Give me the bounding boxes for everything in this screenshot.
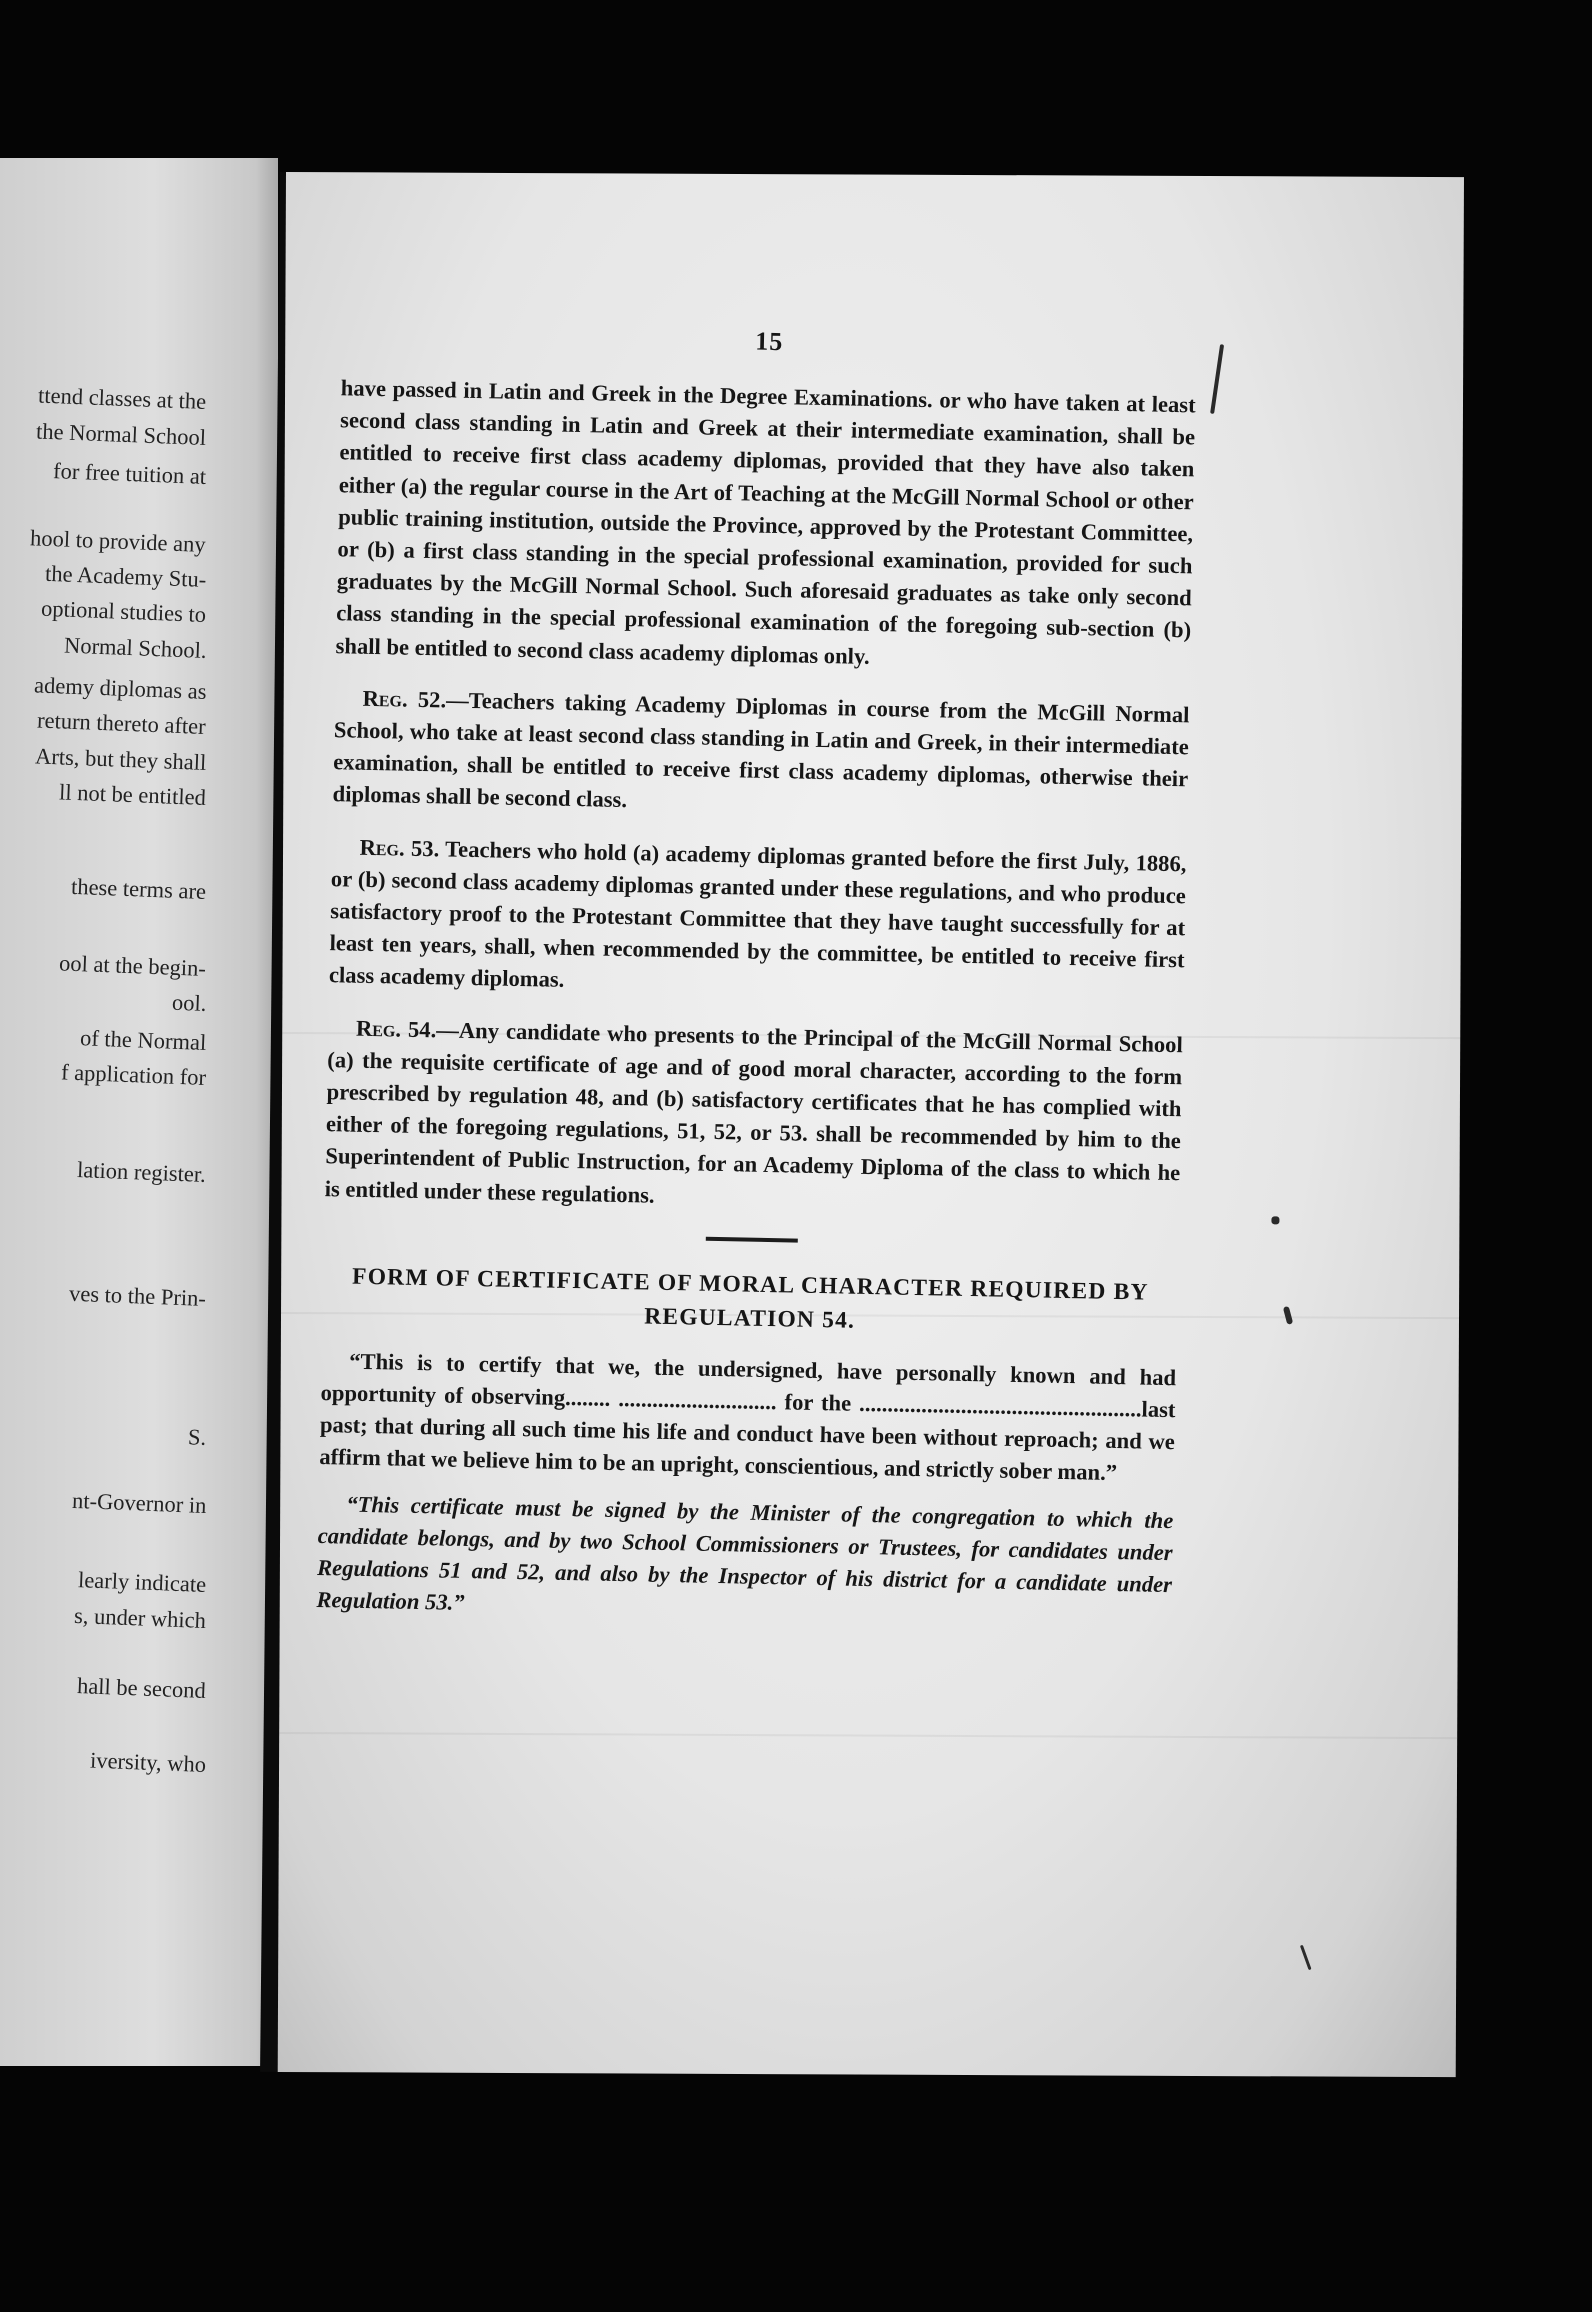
left-page-line: s, under which [73,1602,207,1633]
regulation-text: Teachers who hold (a) academy diplomas granted before the first July, 1886, or (b) second class academy diplomas granted under these regulations, and who produce satisfactory proof to the Protestant Committee that they have taught successfully for at least ten years, shall, when recommended by the committee, be entitled to receive first class academy diplomas. [328,835,1187,993]
left-page-line: the Normal School [35,418,207,451]
ink-speck [1271,1216,1279,1224]
left-page-line: return thereto after [37,707,207,740]
left-page-line: ves to the Prin- [68,1281,207,1312]
pencil-mark [1210,344,1224,414]
left-page-line: lation register. [76,1157,207,1188]
intro-paragraph: have passed in Latin and Greek in the Degree Examinations. or who have taken at least second class standing in Latin and Greek at their intermediate examination, shall be entitled to receive first class academy diplomas, provided that they have also taken either (a) the regular course in the Art of Teaching at the McGill Normal School or other public training institution, outside the Province, approved by the Protestant Committee, or (b) a first class standing in the special professional examination, provided for such graduates by the McGill Normal School. Such aforesaid graduates as take only second class standing in the special professional examination of the foregoing sub-section (b) shall be entitled to second class academy diplomas only. [335,375,1196,669]
left-page-line: learly indicate [77,1567,207,1598]
left-page-line: S. [187,1424,207,1450]
regulation-54 [324,1012,1183,1222]
regulation-text: —Teachers taking Academy Diplomas in course from the McGill Normal School, who take at least second class standing in Latin and Greek, in their intermediate examination, shall be entitled to receive first class academy diplomas, otherwise their diplomas shall be second class. [332,687,1190,813]
regulation-text: —Any candidate who presents to the Principal of the McGill Normal School (a) the requisite certificate of age and of good moral character, according to the form prescribed by regulation 48, and (b) satisfactory certificates that he has complied with either of the foregoing regulations, 51, 52, or 53. shall be recommended by him to the Superintendent of Public Instruction, for an Academy Diploma of the class to which he is entitled under these regulations. [324,1016,1184,1208]
form-heading: FORM OF CERTIFICATE OF MORAL CHARACTER REQUIRED BY REGULATION 54. [351,1263,1149,1334]
ink-speck [1283,1306,1293,1325]
left-page-line: hall be second [76,1673,207,1704]
left-page-line: ool at the begin- [58,950,207,982]
left-page-line: ool. [171,990,207,1017]
page-content [316,326,1196,1633]
certificate-note: “This certificate must be signed by the Minister of the congregation to which the candidate belongs, and by two School Commissioners or Trustees, for candidates under Regulations 51 and 52, and also by the Inspector of his district for a candidate under Regulation 53.” [316,1491,1174,1616]
section-divider [705,1237,797,1243]
left-page-line: Arts, but they shall [34,743,207,775]
left-page-text [0,158,278,2066]
left-page-line: iversity, who [89,1747,207,1778]
left-page-line: ademy diplomas as [33,672,207,704]
left-page-line: optional studies to [40,596,207,628]
left-page-line: nt-Governor in [71,1487,207,1518]
left-page-line: Normal School. [63,632,207,663]
left-page-line: of the Normal [79,1024,207,1055]
pencil-mark [1300,1945,1312,1970]
bleed-through-line [279,1732,1457,1739]
left-facing-page [0,158,278,2066]
left-page-line: ll not be entitled [58,779,207,811]
regulation-53 [329,831,1187,1009]
left-page-line: these terms are [70,874,207,905]
regulation-label: Reg. 52. [362,685,447,713]
left-page-line: ttend classes at the [37,382,207,414]
left-page-line: the Academy Stu- [44,560,207,592]
regulation-52 [332,682,1189,828]
left-page-line: f application for [60,1059,207,1091]
left-page-line: hool to provide any [30,524,207,557]
left-page-line: for free tuition at [52,457,207,489]
regulation-label: Reg. 54. [355,1015,437,1042]
page-number: 15 [755,326,784,357]
page-15 [278,172,1464,2077]
certificate-text: “This is to certify that we, the undersigned, have personally known and had opportunity of observing........ ............................ for the ..................................................last past; that during all such time his life and conduct have been without reproach; and we affirm that we believe him to be an upright, conscientious, and strictly sober man.” [319,1348,1177,1486]
regulation-label: Reg. 53. [359,834,440,861]
